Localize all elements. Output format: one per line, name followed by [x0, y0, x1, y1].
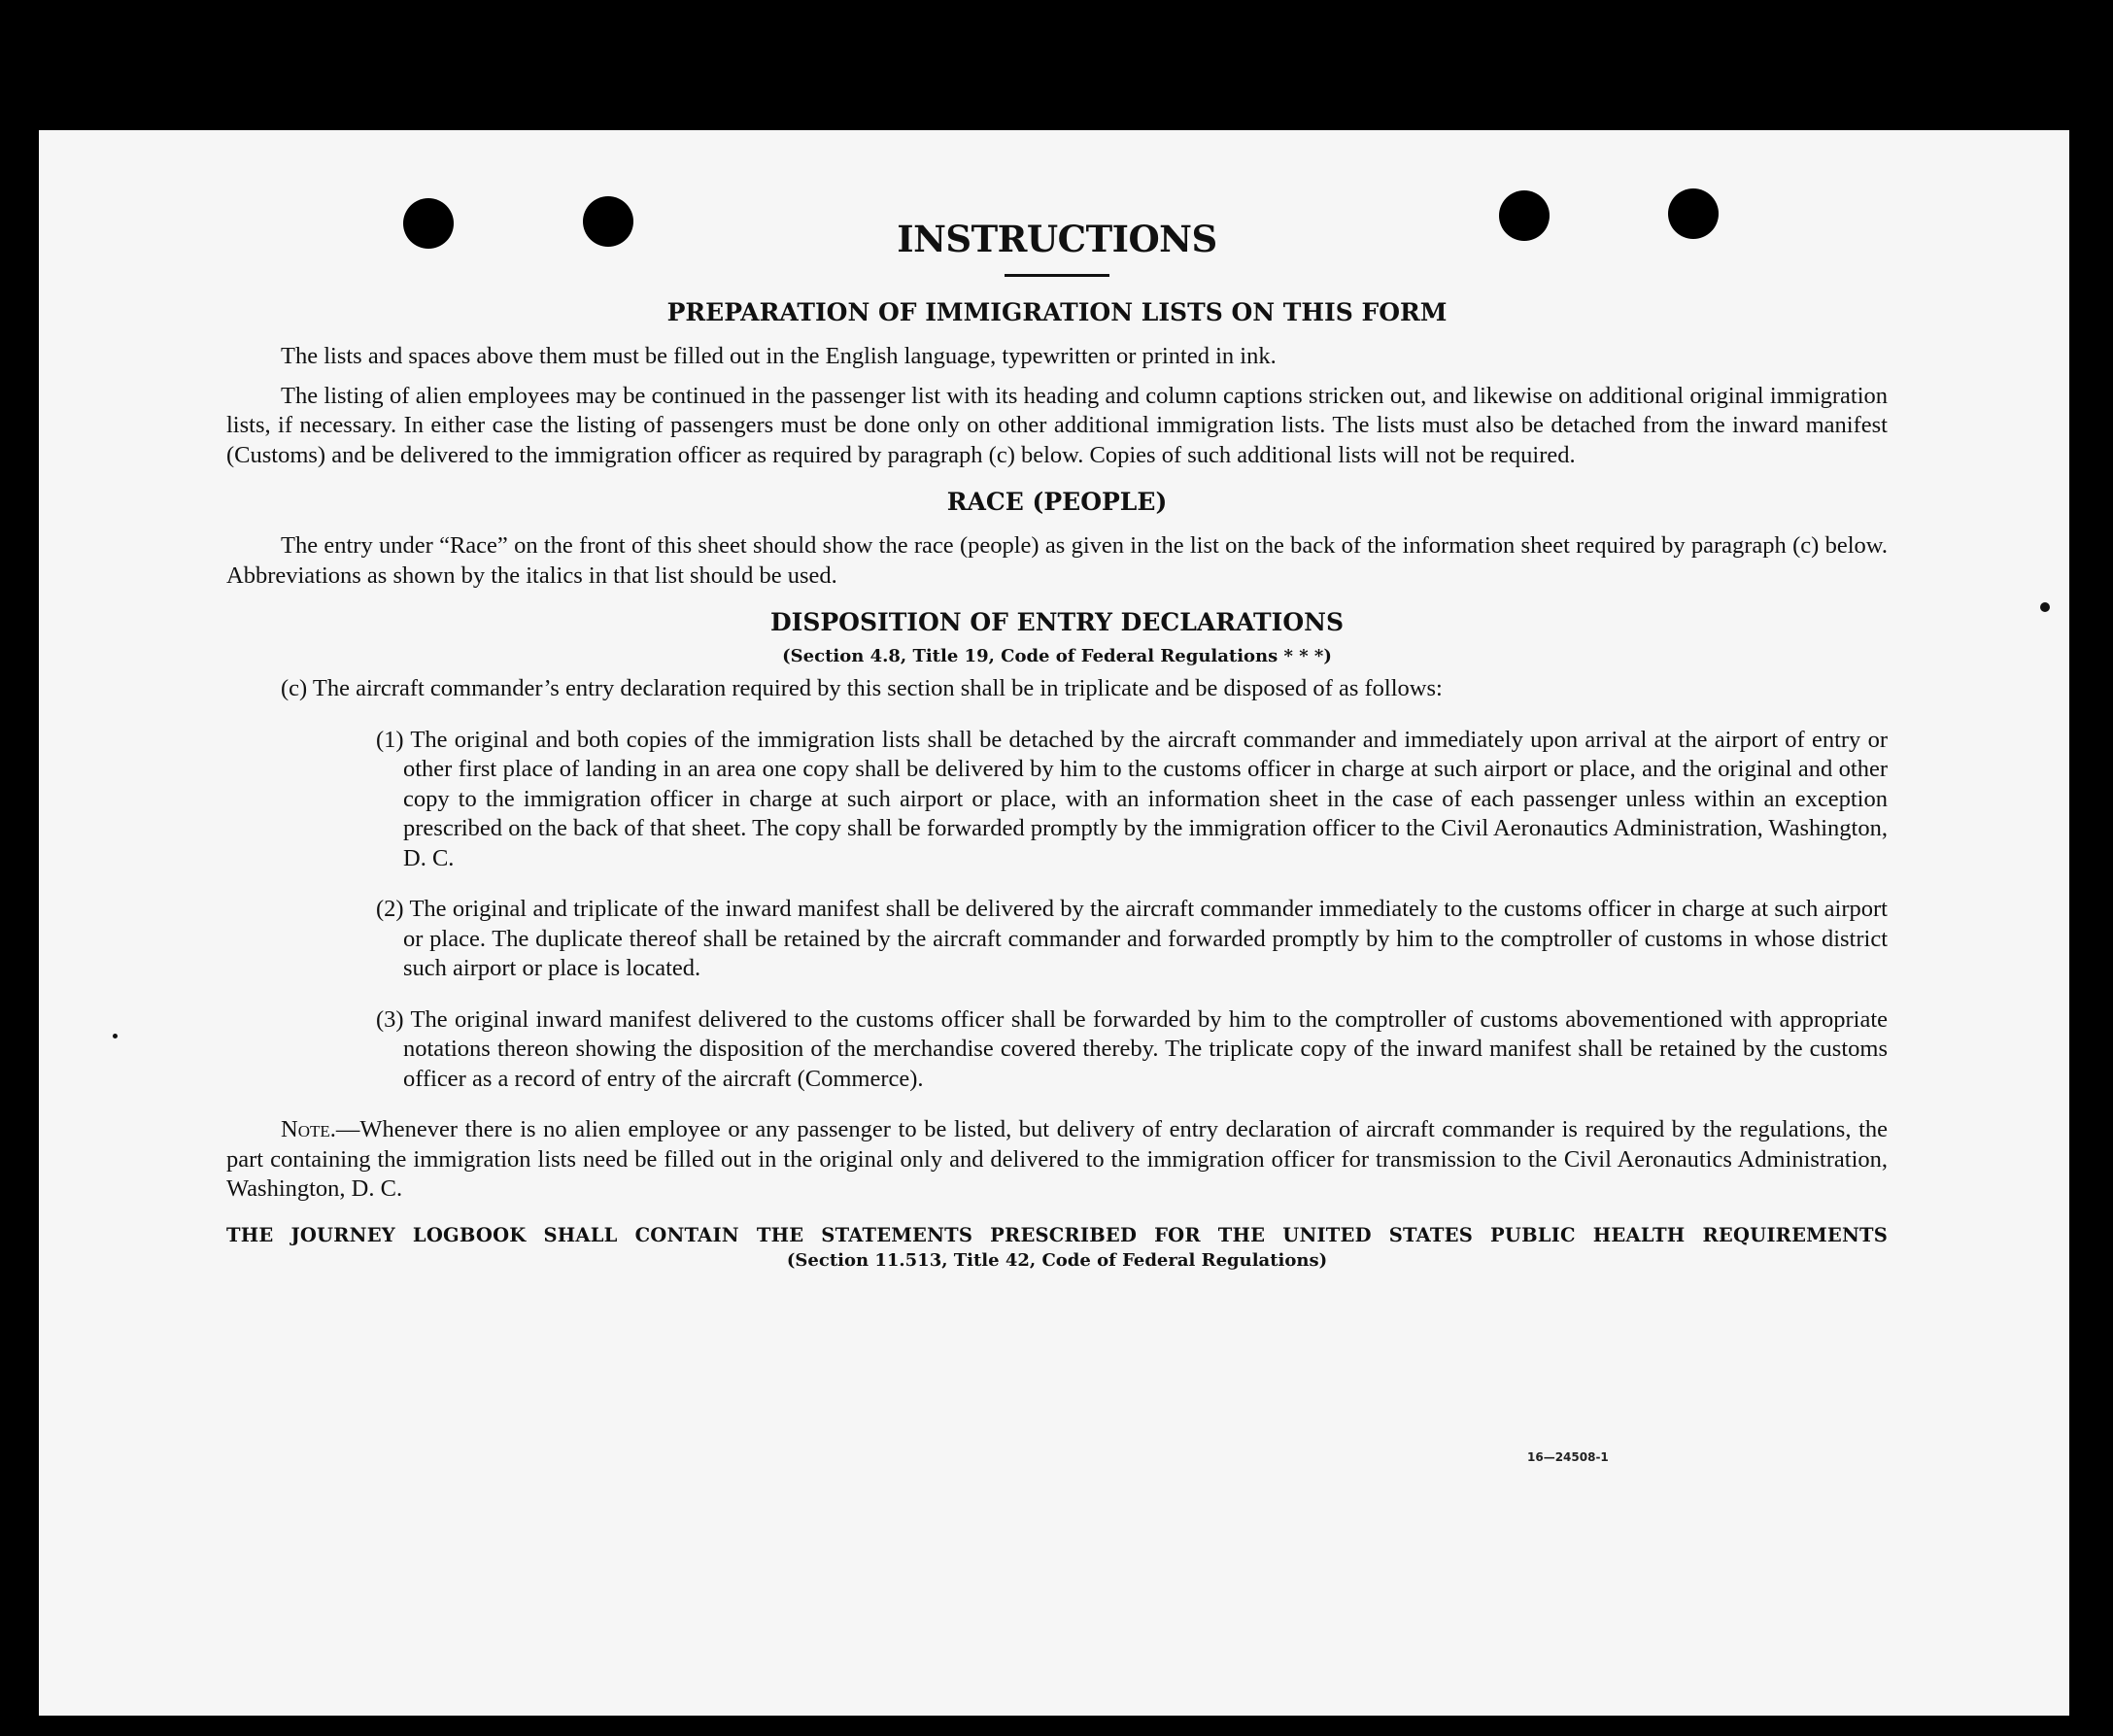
form-number: 16—24508-1 [1527, 1450, 1609, 1464]
disposition-item-1: (1) The original and both copies of the immigration lists shall be detached by the aircraft commander and immediately upon arrival at the airport of entry or other first place of landing in an area one copy shall be delivered by him to the customs officer in charge at such airport or place, and the original and other copy to the immigration officer in charge at such airport or place, with an information sheet in the case of each passenger unless within an exception prescribed on the back of that sheet. The copy shall be forwarded promptly by the immigration officer to the Civil Aeronautics Administration, Washington, D. C. [376, 726, 1888, 871]
preparation-paragraph-2: The listing of alien employees may be continued in the passenger list with its heading and column captions stricken out, and likewise on additional original immigration lists, if necessary. In either case the listing of passengers must be done only on other additional immigration lists. The lists must also be detached from the inward manifest (Customs) and be delivered to the immigration officer as required by paragraph (c) below. Copies of such additional lists will not be required. [226, 382, 1888, 468]
disposition-reference: (Section 4.8, Title 19, Code of Federal Regulations * * *) [782, 646, 1332, 666]
title-underline [1005, 274, 1109, 277]
race-heading: RACE (PEOPLE) [946, 488, 1168, 516]
journey-logbook-reference: (Section 11.513, Title 42, Code of Federal Regulations) [786, 1249, 1328, 1271]
disposition-item-2: (2) The original and triplicate of the inward manifest shall be delivered by the aircraft commander immediately to the customs officer in charge at such airport or place. The duplicate thereof shall be retained by the aircraft commander and forwarded promptly by him to the comptroller of customs in whose district such airport or place is located. [376, 896, 1888, 981]
preparation-heading: PREPARATION OF IMMIGRATION LISTS ON THIS FORM [666, 298, 1448, 326]
disposition-heading: DISPOSITION OF ENTRY DECLARATIONS [769, 608, 1345, 636]
note-label: Note. [281, 1116, 336, 1142]
document-title: INSTRUCTIONS [897, 218, 1217, 260]
document-page [39, 130, 2069, 1716]
document-body [226, 218, 1888, 1271]
note-text: —Whenever there is no alien employee or any passenger to be listed, but delivery of entry declaration of aircraft commander is required by the regulations, the part containing the immigration lists need be filled out in the original only and delivered to the immigration officer for transmission to the Civil Aeronautics Administration, Washington, D. C. [226, 1116, 1888, 1202]
race-paragraph: The entry under “Race” on the front of this sheet should show the race (people) as given in the list on the back of the information sheet required by paragraph (c) below. Abbreviations as shown by the italics in that list should be used. [226, 532, 1888, 589]
ink-speck [2040, 602, 2050, 612]
disposition-clause-c: (c) The aircraft commander’s entry declaration required by this section shall be in triplicate and be disposed of as follows: [281, 675, 1443, 701]
note-paragraph [226, 1115, 1888, 1205]
preparation-paragraph-1: The lists and spaces above them must be filled out in the English language, typewritten or printed in ink. [281, 343, 1277, 369]
journey-logbook-statement: THE JOURNEY LOGBOOK SHALL CONTAIN THE STATEMENTS PRESCRIBED FOR THE UNITED STATES PUBLIC HEALTH REQUIREMENTS [226, 1223, 1888, 1246]
disposition-item-3: (3) The original inward manifest delivered to the customs officer shall be forwarded by him to the comptroller of customs abovementioned with appropriate notations thereon showing the disposition of the merchandise covered thereby. The triplicate copy of the inward manifest shall be retained by the customs officer as a record of entry of the aircraft (Commerce). [376, 1005, 1888, 1092]
ink-speck [113, 1034, 118, 1038]
